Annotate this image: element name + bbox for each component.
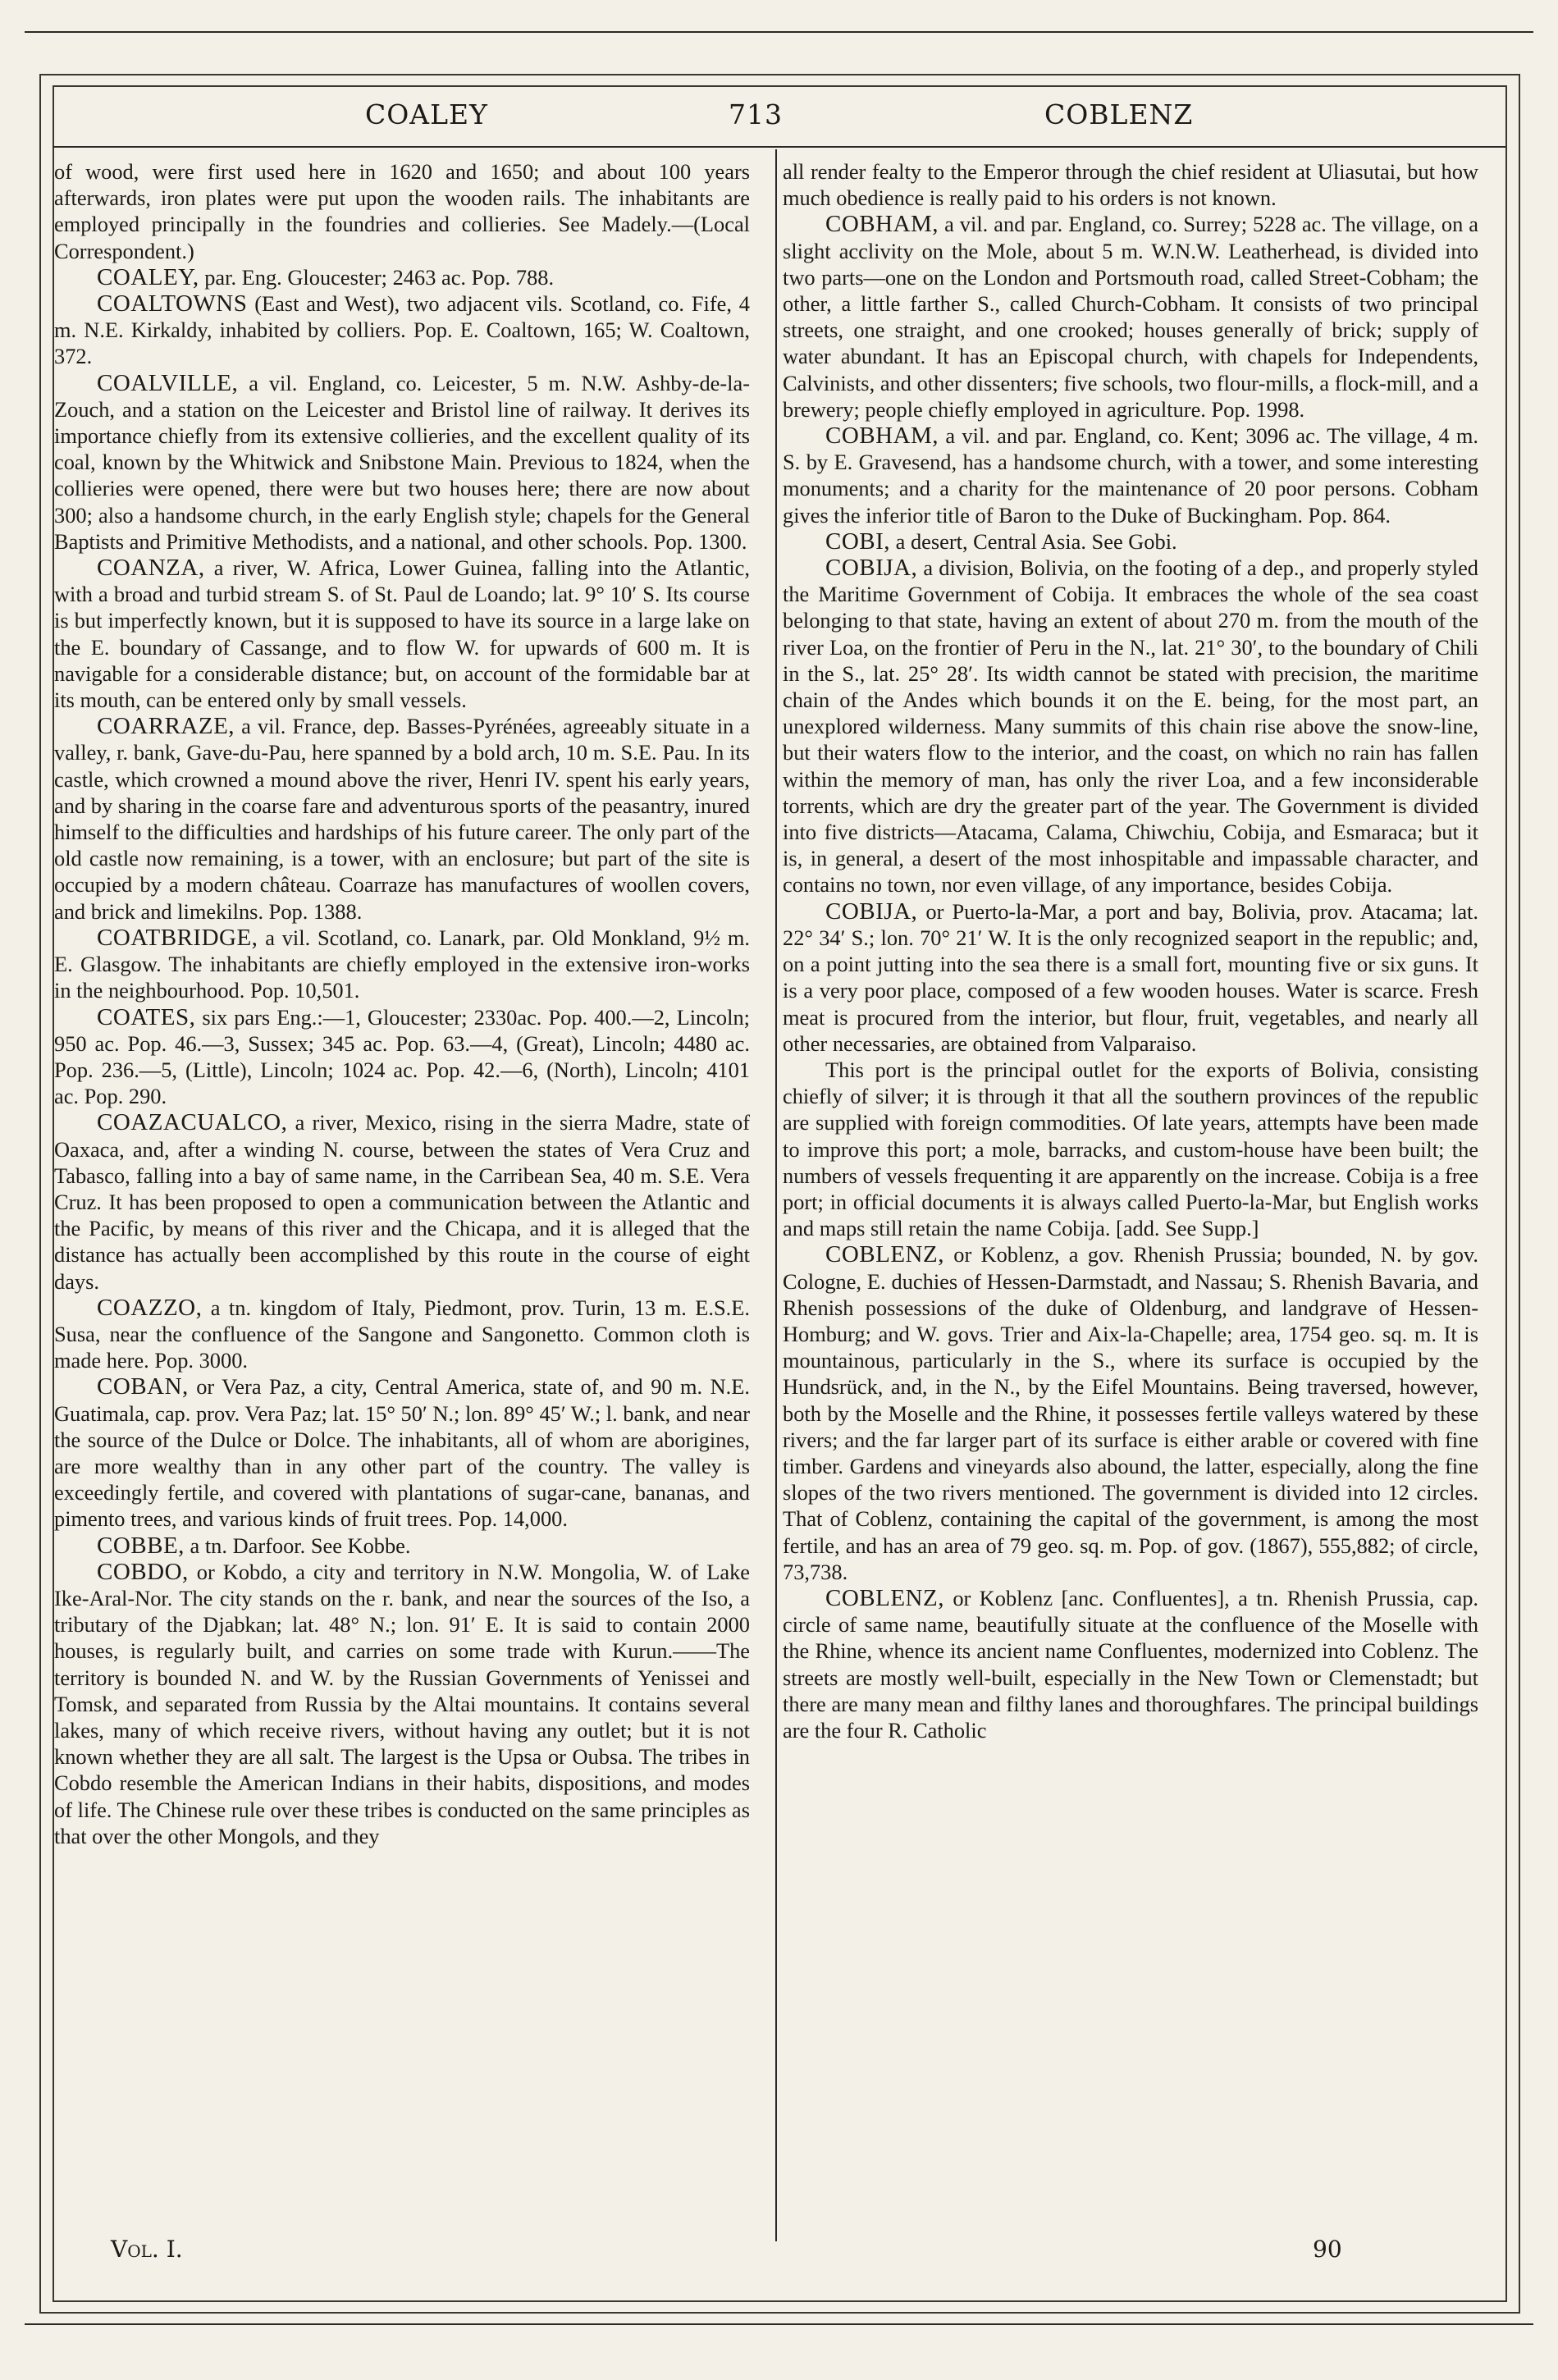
- page-number: 713: [729, 98, 783, 130]
- entry-headword: COBHAM,: [825, 211, 939, 238]
- entry-headword: COBIJA,: [825, 898, 918, 925]
- entry-text: a river, Mexico, rising in the sierra Madre, state of Oaxaca, and, after a winding N. course, between the states of Vera Cruz and Tabasco, falling into a bay of same name, in the Carribean Sea, 40 m. S.E. Vera Cruz. It has been proposed to open a communication between the Atlantic and the Pacific, by means of this river and the Chicapa, and it is alleged that the distance has actually been accomplished by this route in the course of eight days.: [54, 1110, 750, 1294]
- entry-headword: COBLENZ,: [825, 1584, 944, 1611]
- entry-headword: COATBRIDGE,: [97, 924, 258, 951]
- gazetteer-entry: [783, 1241, 1478, 1585]
- right-column: [783, 158, 1478, 2226]
- entry-headword: COBIJA,: [825, 555, 918, 582]
- left-column: [54, 158, 750, 2226]
- entry-text: a river, W. Africa, Lower Guinea, falling into the Atlantic, with a broad and turbid stream S. of St. Paul de Loando; lat. 9° 10′ S. Its course is but imperfectly known, but it is supposed to have its source in a large lake on the E. boundary of Cassange, and to flow W. for upwards of 600 m. It is navigable for a considerable distance; but, on account of the formidable bar at its mouth, can be entered only by small vessels.: [54, 555, 750, 713]
- gazetteer-entry: [54, 925, 750, 1004]
- entry-headword: COALEY,: [97, 263, 199, 290]
- entry-text: a vil. France, dep. Basses-Pyrénées, agreeably situate in a valley, r. bank, Gave-du-Pau, here spanned by a bold arch, 10 m. S.E. Pau. In its castle, which crowned a mound above the river, Henri IV. spent his early years, and by sharing in the coarse fare and adventurous sports of the peasantry, inured himself to the difficulties and hardships of his future career. The only part of the old castle now remaining, is a tower, with an enclosure; but part of the site is occupied by a modern château. Coarraze has manufactures of woollen covers, and brick and limekilns. Pop. 1388.: [54, 714, 750, 924]
- entry-text: par. Eng. Gloucester; 2463 ac. Pop. 788.: [199, 264, 555, 290]
- gazetteer-entry: [54, 555, 750, 713]
- bottom-rule: [25, 2323, 1533, 2325]
- gazetteer-entry: [54, 1559, 750, 1849]
- volume-mark: Vol. I.: [111, 2236, 183, 2263]
- gazetteer-entry: [54, 370, 750, 555]
- entry-text: or Koblenz [anc. Confluentes], a tn. Rhenish Prussia, cap. circle of same name, beautifully situate at the confluence of the Moselle with the Rhine, whence its ancient name Confluentes, modernized into Coblenz. The streets are mostly well-built, especially in the New Town or Clemenstadt; but there are many mean and filthy lanes and thoroughfares. The principal buildings are the four R. Catholic: [783, 1585, 1478, 1743]
- entry-headword: COARRAZE,: [97, 713, 235, 740]
- entry-text: a desert, Central Asia. See Gobi.: [890, 528, 1177, 554]
- entry-headword: COATES,: [97, 1003, 196, 1030]
- entry-text: all render fealty to the Emperor through the chief resident at Uliasutai, but how much obedience is really paid to his orders is not known.: [783, 159, 1478, 211]
- entry-text: or Vera Paz, a city, Central America, state of, and 90 m. N.E. Guatimala, cap. prov. Vera Paz; lat. 15° 50′ N.; lon. 89° 45′ W.; l. bank, and near the source of the Dulce or Dolce. The inhabitants, all of whom are aborigines, are more wealthy than in any other part of the country. The valley is exceedingly fertile, and covered with plantations of sugar-cane, bananas, and pimento trees, and various kinds of fruit trees. Pop. 14,000.: [54, 1374, 750, 1532]
- entry-text: of wood, were first used here in 1620 and 1650; and about 100 years afterwards, iron plates were put upon the wooden rails. The inhabitants are employed principally in the foundries and collieries. See Madely.—(Local Correspondent.): [54, 159, 750, 263]
- running-head-left: COALEY: [365, 98, 488, 130]
- gazetteer-entry: [54, 290, 750, 370]
- entry-text: a tn. Darfoor. See Kobbe.: [184, 1533, 411, 1558]
- top-rule: [25, 31, 1533, 33]
- entry-headword: COALVILLE,: [97, 369, 239, 396]
- entry-text: or Kobdo, a city and territory in N.W. Mongolia, W. of Lake Ike-Aral-Nor. The city stands on the r. bank, and near the sources of the Iso, a tributary of the Djabkan; lat. 48° N.; lon. 91′ E. It is said to contain 2000 houses, is regularly built, and carries on some trade with Kurun.——The territory is bounded N. and W. by the Russian Governments of Yenissei and Tomsk, and separated from Russia by the Altai mountains. It contains several lakes, many of which receive rivers, without having any outlet; but it is not known whether they are all salt. The largest is the Upsa or Oubsa. The tribes in Cobdo resemble the American Indians in their habits, dispositions, and modes of life. The Chinese rule over these tribes is conducted on the same principles as that over the other Mongols, and they: [54, 1559, 750, 1848]
- gazetteer-entry: [54, 1533, 750, 1559]
- gazetteer-entry: [783, 423, 1478, 528]
- entry-headword: COAZACUALCO,: [97, 1109, 288, 1136]
- entry-text: a tn. kingdom of Italy, Piedmont, prov. Turin, 13 m. E.S.E. Susa, near the confluence of the Sangone and Sangonetto. Common cloth is made here. Pop. 3000.: [54, 1295, 750, 1373]
- entry-headword: COAZZO,: [97, 1294, 203, 1321]
- entry-headword: COBHAM,: [825, 423, 939, 450]
- gazetteer-entry: [54, 713, 750, 925]
- gazetteer-entry: [783, 898, 1478, 1057]
- paragraph: [783, 1057, 1478, 1241]
- column-divider: [775, 149, 777, 2241]
- gazetteer-entry: [783, 211, 1478, 423]
- entry-text: or Puerto-la-Mar, a port and bay, Bolivia, prov. Atacama; lat. 22° 34′ S.; lon. 70° 21′ W. It is the only recognized seaport in the republic; and, on a point jutting into the sea there is a small fort, mounting five or six guns. It is a very poor place, composed of a few wooden houses. Water is scarce. Fresh meat is procured from the interior, but flour, fruit, vegetables, and nearly all other necessaries, are obtained from Valparaiso.: [783, 898, 1478, 1056]
- entry-text: This port is the principal outlet for the exports of Bolivia, consisting chiefly of silver; it is through it that all the southern provinces of the republic are supplied with foreign commodities. Of late years, attempts have been made to improve this port; a mole, barracks, and custom-house have been built; the numbers of vessels frequenting it are apparently on the increase. Cobija is a free port; in official documents it is always called Puerto-la-Mar, but English works and maps still retain the name Cobija. [add. See Supp.]: [783, 1057, 1478, 1241]
- gazetteer-entry: [54, 1004, 750, 1110]
- entry-text: or Koblenz, a gov. Rhenish Prussia; bounded, N. by gov. Cologne, E. duchies of Hessen-Darmstadt, and Nassau; S. Rhenish Bavaria, and Rhenish possessions of the duke of Oldenburg, and landgrave of Hessen-Homburg; and W. govs. Trier and Aix-la-Chapelle; area, 1754 geo. sq. m. It is mountainous, particularly in the S., where its surface is occupied by the Hundsrück, and, in the N., by the Eifel Mountains. Being traversed, however, both by the Moselle and the Rhine, it possesses fertile valleys watered by these rivers; and the far larger part of its surface is either arable or covered with fine timber. Gardens and vineyards also abound, the latter, especially, along the fine slopes of the two rivers mentioned. The government is divided into 12 circles. That of Coblenz, containing the capital of the government, is among the most fertile, and has an area of 79 geo. sq. m. Pop. of gov. (1867), 555,882; of circle, 73,738.: [783, 1242, 1478, 1584]
- paragraph: [54, 158, 750, 264]
- gazetteer-entry: [54, 1373, 750, 1532]
- entry-text: (East and West), two adjacent vils. Scotland, co. Fife, 4 m. N.E. Kirkaldy, inhabited by colliers. Pop. E. Coaltown, 165; W. Coaltown, 372.: [54, 291, 750, 369]
- paragraph: [783, 158, 1478, 211]
- entry-text: a vil. and par. England, co. Surrey; 5228 ac. The village, on a slight acclivity on the Mole, about 5 m. W.N.W. Leatherhead, is divided into two parts—one on the London and Portsmouth road, called Street-Cobham; the other, a little farther S., called Church-Cobham. It consists of two principal streets, one straight, and one crooked; houses generally of brick; supply of water abundant. It has an Episcopal church, with chapels for Independents, Calvinists, and other dissenters; five schools, two flour-mills, a flock-mill, and a brewery; people chiefly employed in agriculture. Pop. 1998.: [783, 212, 1478, 422]
- entry-headword: COBI,: [825, 528, 891, 555]
- gazetteer-entry: [54, 1109, 750, 1294]
- gazetteer-entry: [783, 528, 1478, 555]
- entry-headword: COANZA,: [97, 555, 205, 582]
- gazetteer-entry: [783, 1585, 1478, 1743]
- running-head-right: COBLENZ: [1044, 98, 1194, 130]
- gazetteer-entry: [54, 1295, 750, 1374]
- header-rule: [53, 146, 1505, 148]
- entry-text: a vil. Scotland, co. Lanark, par. Old Monkland, 9½ m. E. Glasgow. The inhabitants are chiefly employed in the extensive iron-works in the neighbourhood. Pop. 10,501.: [54, 925, 750, 1003]
- entry-headword: COBDO,: [97, 1558, 189, 1585]
- entry-headword: COBBE,: [97, 1532, 185, 1559]
- entry-text: a division, Bolivia, on the footing of a dep., and properly styled the Maritime Government of Cobija. It embraces the whole of the sea coast belonging to that state, having an extent of about 270 m. from the mouth of the river Loa, on the frontier of Peru in the N., lat. 21° 30′, to the boundary of Chili in the S., lat. 25° 28′. Its width cannot be stated with precision, the maritime chain of the Andes which bounds it on the E. being, for the most part, an unexplored wilderness. Many summits of this chain rise above the snow-line, but their waters flow to the interior, and the coast, on which no rain has fallen within the memory of man, has only the river Loa, and a few inconsiderable torrents, which are dry the greater part of the year. The Government is divided into five districts—Atacama, Calama, Chiwchiu, Cobija, and Esmaraca; but it is, in general, a desert of the most inhospitable and impassable character, and contains no town, nor even village, of any importance, besides Cobija.: [783, 555, 1478, 898]
- signature-mark: 90: [1313, 2236, 1342, 2263]
- gazetteer-entry: [783, 555, 1478, 898]
- entry-headword: COALTOWNS: [97, 290, 248, 317]
- entry-text: a vil. and par. England, co. Kent; 3096 ac. The village, 4 m. S. by E. Gravesend, has a handsome church, with a tower, and some interesting monuments; and a charity for the maintenance of 20 poor persons. Cobham gives the inferior title of Baron to the Duke of Buckingham. Pop. 864.: [783, 423, 1478, 528]
- entry-headword: COBLENZ,: [825, 1241, 944, 1268]
- entry-text: six pars Eng.:—1, Gloucester; 2330ac. Pop. 400.—2, Lincoln; 950 ac. Pop. 46.—3, Sussex; 345 ac. Pop. 63.—4, (Great), Lincoln; 4480 ac. Pop. 236.—5, (Little), Lincoln; 1024 ac. Pop. 42.—6, (North), Lincoln; 4101 ac. Pop. 290.: [54, 1004, 750, 1109]
- entry-text: a vil. England, co. Leicester, 5 m. N.W. Ashby-de-la-Zouch, and a station on the Leicester and Bristol line of railway. It derives its importance chiefly from its extensive collieries, and the excellent quality of its coal, known by the Whitwick and Snibstone Main. Previous to 1824, when the collieries were opened, there were but two houses here; there are now about 300; also a handsome church, in the early English style; chapels for the General Baptists and Primitive Methodists, and a national, and other schools. Pop. 1300.: [54, 370, 750, 554]
- gazetteer-entry: [54, 264, 750, 290]
- entry-headword: COBAN,: [97, 1373, 189, 1400]
